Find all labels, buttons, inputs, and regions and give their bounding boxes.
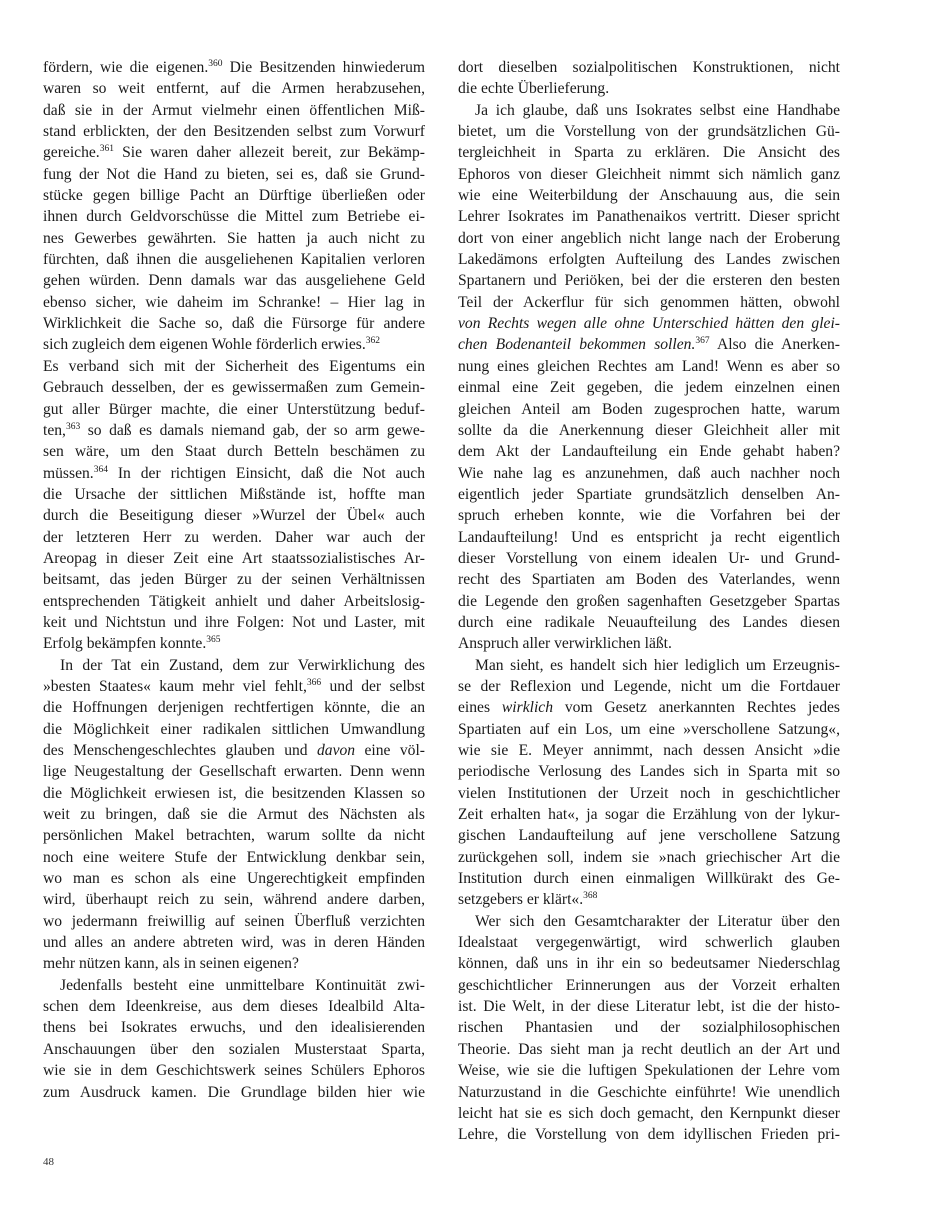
text-segment: Die Besitzenden hinwiederum bbox=[222, 59, 426, 76]
text-line bbox=[43, 911, 425, 932]
text-segment: Man sieht, es handelt sich hier lediglich um Erzeugnis- bbox=[475, 656, 840, 674]
text-line bbox=[43, 932, 425, 953]
text-segment: dort von einer angeblich nicht lange nach der Eroberung bbox=[458, 229, 840, 247]
text-line bbox=[458, 356, 840, 377]
text-segment: die Möglichkeit erwiesen ist, die besitzenden Klassen so bbox=[43, 784, 425, 802]
text-line bbox=[458, 249, 840, 270]
text-segment: ihnen durch Geldvorschüsse die Mittel zum Betriebe ei- bbox=[43, 208, 425, 226]
text-segment: dort dieselben sozialpolitischen Konstruktionen, nicht bbox=[458, 59, 840, 76]
text-segment: Landaufteilung! Und es entspricht ja recht eigentlich bbox=[458, 528, 840, 546]
text-segment: sen wäre, um den Staat durch Betteln beschämen zu bbox=[43, 443, 425, 461]
text-line bbox=[458, 868, 840, 889]
text-segment: Jedenfalls besteht eine unmittelbare Kontinuität zwi- bbox=[60, 976, 425, 994]
text-segment: Lehrer Isokrates im Panathenaikos vertritt. Dieser spricht bbox=[458, 208, 840, 226]
text-segment: recht des Spartiaten am Boden des Vaterlandes, wenn bbox=[458, 571, 840, 589]
text-segment: Also die Anerken- bbox=[709, 336, 840, 354]
footnote-reference: 361 bbox=[99, 144, 114, 155]
text-line bbox=[43, 100, 425, 121]
text-line bbox=[43, 292, 425, 313]
text-line bbox=[43, 655, 425, 676]
text-segment: se der Reflexion und Legende, nicht um die Fortdauer bbox=[458, 677, 840, 695]
text-line bbox=[43, 164, 425, 185]
text-segment: Teil der Ackerflur für sich genommen hätten, obwohl bbox=[458, 293, 840, 311]
text-segment: die Legende den großen sagenhaften Gesetzgeber Spartas bbox=[458, 592, 840, 610]
right-text-column bbox=[458, 57, 840, 1146]
text-segment: so daß es damals niemand gab, der so arm gewe- bbox=[80, 421, 425, 439]
text-segment: des Menschengeschlechtes glauben und bbox=[43, 742, 317, 759]
text-line bbox=[458, 932, 840, 953]
text-segment: Naturzustand in die Geschichte einführte! Wie unendlich bbox=[458, 1083, 840, 1101]
text-line bbox=[458, 719, 840, 740]
text-segment: wie sie E. Meyer annimmt, nach dessen Ansicht »die bbox=[458, 742, 840, 759]
footnote-reference: 363 bbox=[65, 421, 81, 432]
text-line bbox=[458, 57, 840, 78]
text-line bbox=[43, 377, 425, 398]
text-segment: schen dem Ideenkreise, aus dem dieses Idealbild Alta- bbox=[43, 998, 425, 1016]
text-line bbox=[458, 463, 840, 484]
text-segment: Areopag in dieser Zeit eine Art staatssozialistisches Ar- bbox=[43, 549, 425, 567]
text-line bbox=[43, 441, 425, 462]
text-line bbox=[458, 121, 840, 142]
text-line bbox=[458, 164, 840, 185]
italic-text: wirklich bbox=[501, 699, 553, 717]
text-line bbox=[458, 953, 840, 974]
text-line bbox=[43, 953, 425, 974]
text-line bbox=[43, 527, 425, 548]
text-segment: periodische Verlosung des Landes sich in Sparta mit so bbox=[458, 763, 840, 781]
text-line bbox=[458, 975, 840, 996]
text-segment: In der Tat ein Zustand, dem zur Verwirklichung des bbox=[60, 656, 425, 674]
text-line bbox=[458, 292, 840, 313]
text-line bbox=[43, 121, 425, 142]
text-line bbox=[458, 377, 840, 398]
text-segment: Anschauungen über den sozialen Musterstaat Sparta, bbox=[43, 1040, 425, 1058]
footnote-reference: 364 bbox=[93, 464, 108, 475]
text-line bbox=[43, 548, 425, 569]
text-segment: Institution durch einen einmaligen Willkürakt des Ge- bbox=[458, 870, 840, 888]
text-segment: die Ursache der sittlichen Mißstände ist, hoffte man bbox=[43, 485, 425, 503]
text-segment: Lehre, die Vorstellung von dem idyllischen Frieden pri- bbox=[458, 1126, 840, 1144]
text-segment: stand erblickten, der den Besitzenden selbst zum Vorwurf bbox=[43, 123, 425, 141]
text-line bbox=[458, 100, 840, 121]
text-line bbox=[43, 804, 425, 825]
text-line bbox=[43, 249, 425, 270]
text-segment: keit und Nichtstun und ihre Folgen: Not und Laster, mit bbox=[43, 613, 425, 631]
text-line bbox=[43, 270, 425, 291]
text-segment: entsprechenden Tätigkeit anhielt und daher Arbeitslosig- bbox=[43, 592, 425, 610]
text-segment: Wie nahe lag es anzunehmen, daß auch nachher noch bbox=[458, 464, 840, 482]
text-segment: fürchten, daß ihnen die ausgeliehenen Kapitalien verloren bbox=[43, 251, 425, 269]
text-segment: Sie waren daher allezeit bereit, zur Bekämp- bbox=[113, 144, 425, 162]
text-line bbox=[43, 633, 425, 654]
text-segment: leicht hat sie es sich doch gemacht, den Kernpunkt dieser bbox=[458, 1104, 840, 1122]
text-segment: wird, überhaupt reich zu sein, während andere darben, bbox=[43, 891, 425, 909]
text-line bbox=[458, 697, 840, 718]
text-line bbox=[458, 591, 840, 612]
text-line bbox=[458, 1060, 840, 1081]
text-segment: vom Gesetz anerkannten Rechtes jedes bbox=[553, 699, 840, 717]
text-segment: gereiche. bbox=[43, 144, 100, 162]
text-segment: gehen würden. Denn damals war das ausgeliehene Geld bbox=[43, 272, 425, 290]
text-line bbox=[458, 804, 840, 825]
text-line bbox=[43, 697, 425, 718]
text-segment: ten, bbox=[43, 421, 66, 439]
text-line bbox=[458, 270, 840, 291]
text-line bbox=[458, 740, 840, 761]
text-segment: lige Neugestaltung der Gesellschaft erwarten. Denn wenn bbox=[43, 763, 425, 781]
text-line bbox=[43, 612, 425, 633]
text-line bbox=[458, 633, 840, 654]
text-segment: dem Akt der Landaufteilung ein Ende gehabt haben? bbox=[458, 443, 840, 461]
text-segment: nes Gewerbes gewährten. Sie hatten ja auch nicht zu bbox=[43, 229, 425, 247]
text-line bbox=[458, 569, 840, 590]
text-line bbox=[458, 825, 840, 846]
text-segment: können, daß uns in ihr ein so bedeutsamer Niederschlag bbox=[458, 955, 840, 973]
text-segment: Theorie. Das sieht man ja recht deutlich an der Art und bbox=[458, 1040, 840, 1058]
text-line bbox=[43, 1039, 425, 1060]
text-line bbox=[43, 591, 425, 612]
text-segment: die Möglichkeit einer radikalen sittlichen Umwandlung bbox=[43, 720, 425, 738]
text-line bbox=[43, 889, 425, 910]
text-line bbox=[458, 911, 840, 932]
text-line bbox=[43, 996, 425, 1017]
text-segment: setzgebers er klärt«. bbox=[458, 891, 584, 909]
footnote-reference: 368 bbox=[583, 891, 598, 902]
text-segment: ebenso sicher, wie daheim im Schranke! – Hier lag in bbox=[43, 293, 425, 311]
text-segment: wo man es schon als eine Ungerechtigkeit empfinden bbox=[43, 870, 425, 888]
text-line bbox=[458, 334, 840, 355]
text-segment: fung der Not die Hand zu bieten, sei es, daß sie Grund- bbox=[43, 165, 425, 183]
text-segment: gischen Landaufteilung auf jene verschollene Satzung bbox=[458, 827, 840, 845]
text-line bbox=[458, 783, 840, 804]
text-segment: bietet, um die Vorstellung von der grundsätzlichen Gü- bbox=[458, 123, 840, 141]
italic-text: davon bbox=[317, 742, 356, 759]
footnote-reference: 366 bbox=[306, 677, 322, 688]
text-line bbox=[458, 78, 840, 99]
left-text-column bbox=[43, 57, 425, 1103]
footnote-reference: 360 bbox=[208, 59, 223, 69]
footnote-reference: 367 bbox=[695, 336, 710, 347]
text-line bbox=[43, 313, 425, 334]
text-segment: und alles an andere abtreten wird, was in deren Händen bbox=[43, 934, 425, 952]
text-line bbox=[43, 1082, 425, 1103]
text-segment: wie sie in dem Geschichtswerk seines Schülers Ephoros bbox=[43, 1062, 425, 1080]
text-line bbox=[458, 441, 840, 462]
text-line bbox=[458, 527, 840, 548]
text-line bbox=[458, 206, 840, 227]
text-segment: waren so weit entfernt, auf die Armen herabzusehen, bbox=[43, 80, 425, 98]
text-line bbox=[43, 740, 425, 761]
text-segment: sich zugleich dem eigenen Wohle förderlich erwies. bbox=[43, 336, 366, 354]
footnote-reference: 362 bbox=[365, 336, 381, 347]
text-line bbox=[43, 783, 425, 804]
text-line bbox=[43, 719, 425, 740]
text-segment: durch eine radikale Neuaufteilung des Landes diesen bbox=[458, 613, 840, 631]
text-segment: Gebrauch desselben, der es gewissermaßen zum Gemein- bbox=[43, 379, 425, 397]
text-line bbox=[43, 420, 425, 441]
text-line bbox=[458, 313, 840, 334]
text-line bbox=[43, 484, 425, 505]
text-line bbox=[458, 420, 840, 441]
text-segment: durch die Beseitigung dieser »Wurzel der Übel« auch bbox=[43, 507, 425, 525]
text-segment: zurückgehen soll, indem sie »nach griechischer Art die bbox=[458, 848, 840, 866]
text-segment: Lakedämons erfolgten Aufteilung des Landes zwischen bbox=[458, 251, 840, 269]
text-line bbox=[43, 399, 425, 420]
italic-text: chen Bodenanteil bekommen sollen. bbox=[458, 336, 696, 354]
text-line bbox=[43, 1017, 425, 1038]
text-line bbox=[43, 78, 425, 99]
text-line bbox=[458, 228, 840, 249]
text-line bbox=[43, 334, 425, 355]
text-line bbox=[458, 847, 840, 868]
text-segment: eigentlich jeder Spartiate grundsätzlich denselben An- bbox=[458, 485, 840, 503]
text-segment: die echte Überlieferung. bbox=[458, 80, 610, 98]
text-segment: thens bei Isokrates erwuchs, und den idealisierenden bbox=[43, 1019, 425, 1037]
text-segment: geschichtlicher Erinnerungen aus der Vorzeit erhalten bbox=[458, 976, 840, 994]
text-line bbox=[458, 185, 840, 206]
text-segment: tergleichheit in Sparta zu erklären. Die Ansicht des bbox=[458, 144, 840, 162]
text-line bbox=[458, 484, 840, 505]
text-segment: und der selbst bbox=[321, 677, 425, 695]
text-line bbox=[43, 463, 425, 484]
text-segment: gut aller Bürger machte, die einer Unterstützung beduf- bbox=[43, 400, 425, 418]
footnote-reference: 365 bbox=[206, 635, 221, 646]
text-segment: noch eine weitere Stufe der Entwicklung denkbar sein, bbox=[43, 848, 425, 866]
text-segment: einmal eine Zeit gegeben, die jedem einzelnen einen bbox=[458, 379, 840, 397]
text-line bbox=[43, 825, 425, 846]
text-line bbox=[43, 847, 425, 868]
text-segment: sollte da die Anerkennung dieser Gleichheit aller mit bbox=[458, 421, 840, 439]
text-line bbox=[458, 1124, 840, 1145]
text-line bbox=[458, 505, 840, 526]
text-segment: der letzteren Herr zu werden. Daher war auch der bbox=[43, 528, 425, 546]
text-segment: daß sie in der Armut vielmehr einen öffentlichen Miß- bbox=[43, 101, 425, 119]
text-segment: wo jedermann freiwillig auf seinen Überfluß verzichten bbox=[43, 912, 425, 930]
text-segment: die Hoffnungen derjenigen rechtfertigen könnte, die an bbox=[43, 699, 425, 717]
text-segment: Wer sich den Gesamtcharakter der Literatur über den bbox=[475, 912, 840, 930]
text-line bbox=[458, 1082, 840, 1103]
text-line bbox=[43, 57, 425, 78]
text-segment: Erfolg bekämpfen konnte. bbox=[43, 635, 207, 653]
text-segment: ist. Die Welt, in der diese Literatur lebt, ist die der histo- bbox=[458, 998, 840, 1016]
text-line bbox=[458, 548, 840, 569]
text-line bbox=[43, 676, 425, 697]
text-segment: fördern, wie die eigenen. bbox=[43, 59, 209, 76]
text-line bbox=[458, 996, 840, 1017]
text-segment: Zeit erhalten hat«, ja sogar die Erzählung von der lykur- bbox=[458, 806, 840, 824]
text-segment: Spartanern und Periöken, bei der die ersteren den besten bbox=[458, 272, 840, 290]
text-segment: In der richtigen Einsicht, daß die Not auch bbox=[107, 464, 425, 482]
text-line bbox=[43, 228, 425, 249]
text-segment: Idealstaat vergegenwärtigt, wird schwerlich glauben bbox=[458, 934, 840, 952]
text-line bbox=[43, 868, 425, 889]
text-line bbox=[458, 612, 840, 633]
text-line bbox=[458, 399, 840, 420]
text-segment: mehr nützen kann, als in seinen eigenen? bbox=[43, 955, 299, 973]
text-segment: rischen Phantasien und der sozialphilosophischen bbox=[458, 1019, 840, 1037]
text-segment: Spartiaten auf ein Los, um eine »verschollene Satzung«, bbox=[458, 720, 840, 738]
text-segment: »besten Staates« kaum mehr viel fehlt, bbox=[43, 677, 307, 695]
text-line bbox=[458, 142, 840, 163]
text-segment: spruch erheben konnte, wie die Vorfahren bei der bbox=[458, 507, 840, 525]
text-segment: Anspruch aller verwirklichen läßt. bbox=[458, 635, 672, 653]
text-line bbox=[43, 142, 425, 163]
text-line bbox=[458, 1103, 840, 1124]
text-segment: dieser Vorstellung von einem idealen Ur- und Grund- bbox=[458, 549, 840, 567]
text-line bbox=[458, 761, 840, 782]
text-segment: eine völ- bbox=[355, 742, 425, 759]
text-segment: Ephoros von dieser Gleichheit nimmt sich nämlich ganz bbox=[458, 165, 840, 183]
text-line bbox=[43, 185, 425, 206]
italic-text: von Rechts wegen alle ohne Unterschied hätten den glei- bbox=[458, 315, 840, 333]
text-line bbox=[43, 1060, 425, 1081]
page-number: 48 bbox=[43, 1156, 54, 1168]
text-line bbox=[43, 505, 425, 526]
text-line bbox=[43, 206, 425, 227]
text-line bbox=[43, 975, 425, 996]
text-segment: Ja ich glaube, daß uns Isokrates selbst eine Handhabe bbox=[475, 101, 840, 119]
text-line bbox=[458, 889, 840, 910]
text-line bbox=[43, 356, 425, 377]
text-segment: müssen. bbox=[43, 464, 94, 482]
text-line bbox=[458, 1039, 840, 1060]
text-segment: Wirklichkeit die Sache so, daß die Fürsorge für andere bbox=[43, 315, 425, 333]
text-segment: gleichen Anteil am Boden zugesprochen hatte, warum bbox=[458, 400, 840, 418]
text-segment: nung eines gleichen Rechtes am Land! Wenn es aber so bbox=[458, 357, 840, 375]
text-segment: zum Ausdruck kamen. Die Grundlage bilden hier wie bbox=[43, 1083, 425, 1101]
text-segment: vielen Institutionen der Urzeit noch in geschichtlicher bbox=[458, 784, 840, 802]
text-segment: Es verband sich mit der Sicherheit des Eigentums ein bbox=[43, 357, 425, 375]
text-line bbox=[43, 569, 425, 590]
text-segment: wie eine Weiterbildung der Anschauung aus, die sein bbox=[458, 187, 840, 205]
text-line bbox=[458, 655, 840, 676]
text-line bbox=[458, 676, 840, 697]
text-segment: Weise, wie sie die luftigen Spekulationen der Lehre vom bbox=[458, 1062, 840, 1080]
text-segment: persönlichen Makel betrachten, warum sollte da nicht bbox=[43, 827, 425, 845]
text-segment: eines bbox=[458, 699, 502, 717]
text-segment: weit zu bringen, daß sie die Armut des Nächsten als bbox=[43, 806, 425, 824]
text-line bbox=[458, 1017, 840, 1038]
text-segment: stücke gegen billige Pacht an Dürftige überließen oder bbox=[43, 187, 425, 205]
text-segment: beitsamt, das jeden Bürger zu der seinen Verhältnissen bbox=[43, 571, 425, 589]
text-line bbox=[43, 761, 425, 782]
